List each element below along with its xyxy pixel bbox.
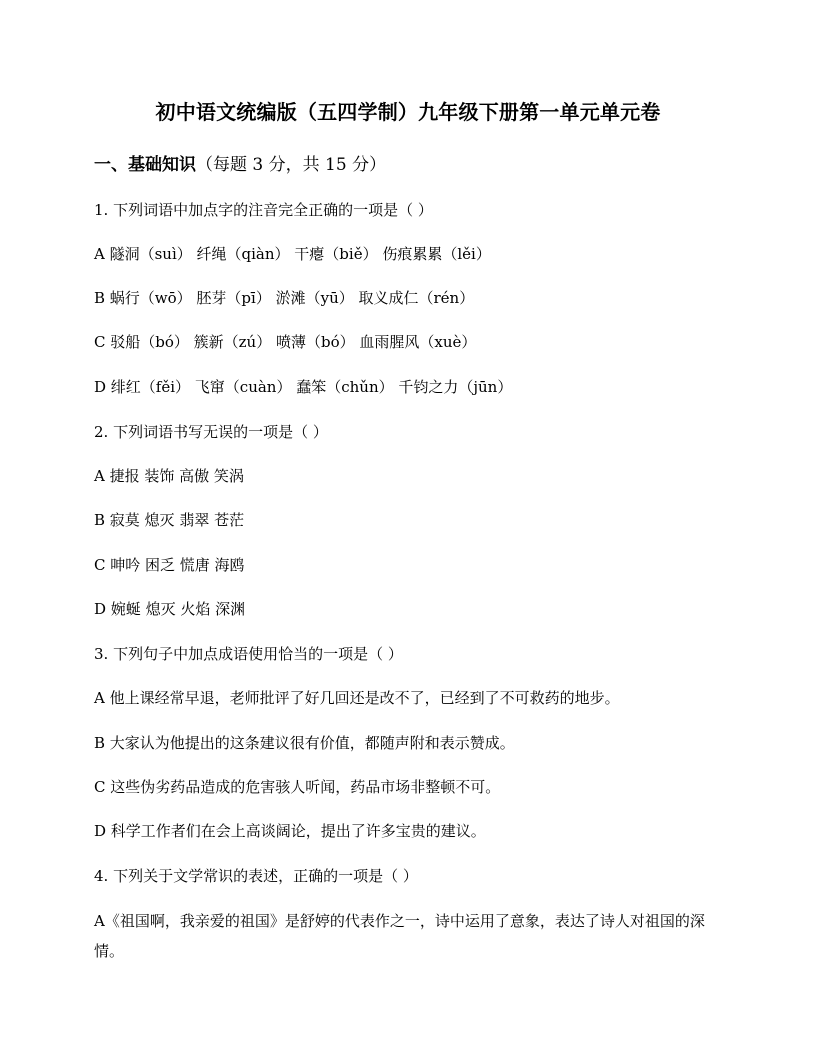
- question-2-stem: 2. 下列词语书写无误的一项是（ ）: [94, 423, 328, 441]
- question-4-option-a: A《祖国啊，我亲爱的祖国》是舒婷的代表作之一，诗中运用了意象，表达了诗人对祖国的深情。: [94, 912, 705, 960]
- question-1-stem: 1. 下列词语中加点字的注音完全正确的一项是（ ）: [94, 201, 433, 219]
- question-1-option-c: C 驳船（bó） 簇新（zú） 喷薄（bó） 血雨腥风（xuè）: [94, 333, 477, 351]
- section-heading-text: 一、基础知识: [94, 155, 196, 175]
- document-title: 初中语文统编版（五四学制）九年级下册第一单元单元卷: [155, 100, 661, 124]
- question-2-option-b: B 寂莫 熄灭 翡翠 苍茫: [94, 511, 245, 529]
- section-score-note: （每题 3 分，共 15 分）: [196, 155, 387, 175]
- question-3-option-c: C 这些伪劣药品造成的危害骇人听闻，药品市场非整顿不可。: [94, 778, 501, 796]
- question-3-option-a: A 他上课经常早退，老师批评了好几回还是改不了，已经到了不可救药的地步。: [94, 689, 620, 707]
- section-heading-basic-knowledge: [94, 150, 386, 175]
- question-3-option-b: B 大家认为他提出的这条建议很有价值，都随声附和表示赞成。: [94, 734, 515, 752]
- question-3-option-d: D 科学工作者们在会上高谈阔论，提出了许多宝贵的建议。: [94, 822, 486, 840]
- question-3-stem: 3. 下列句子中加点成语使用恰当的一项是（ ）: [94, 645, 403, 663]
- question-2-option-d: D 婉蜒 熄灭 火焰 深渊: [94, 600, 246, 618]
- question-1-option-d: D 绯红（fěi） 飞窜（cuàn） 蠢笨（chǔn） 千钧之力（jūn）: [94, 378, 513, 396]
- question-4-stem: 4. 下列关于文学常识的表述，正确的一项是（ ）: [94, 867, 418, 885]
- question-1-option-a: A 隧洞（suì） 纤绳（qiàn） 干瘪（biě） 伤痕累累（lěi）: [94, 245, 491, 263]
- question-1-option-b: B 蜗行（wō） 胚芽（pī） 淤滩（yū） 取义成仁（rén）: [94, 289, 475, 307]
- question-2-option-a: A 捷报 装饰 高傲 笑涡: [94, 467, 244, 485]
- question-2-option-c: C 呻吟 困乏 慌唐 海鸥: [94, 556, 245, 574]
